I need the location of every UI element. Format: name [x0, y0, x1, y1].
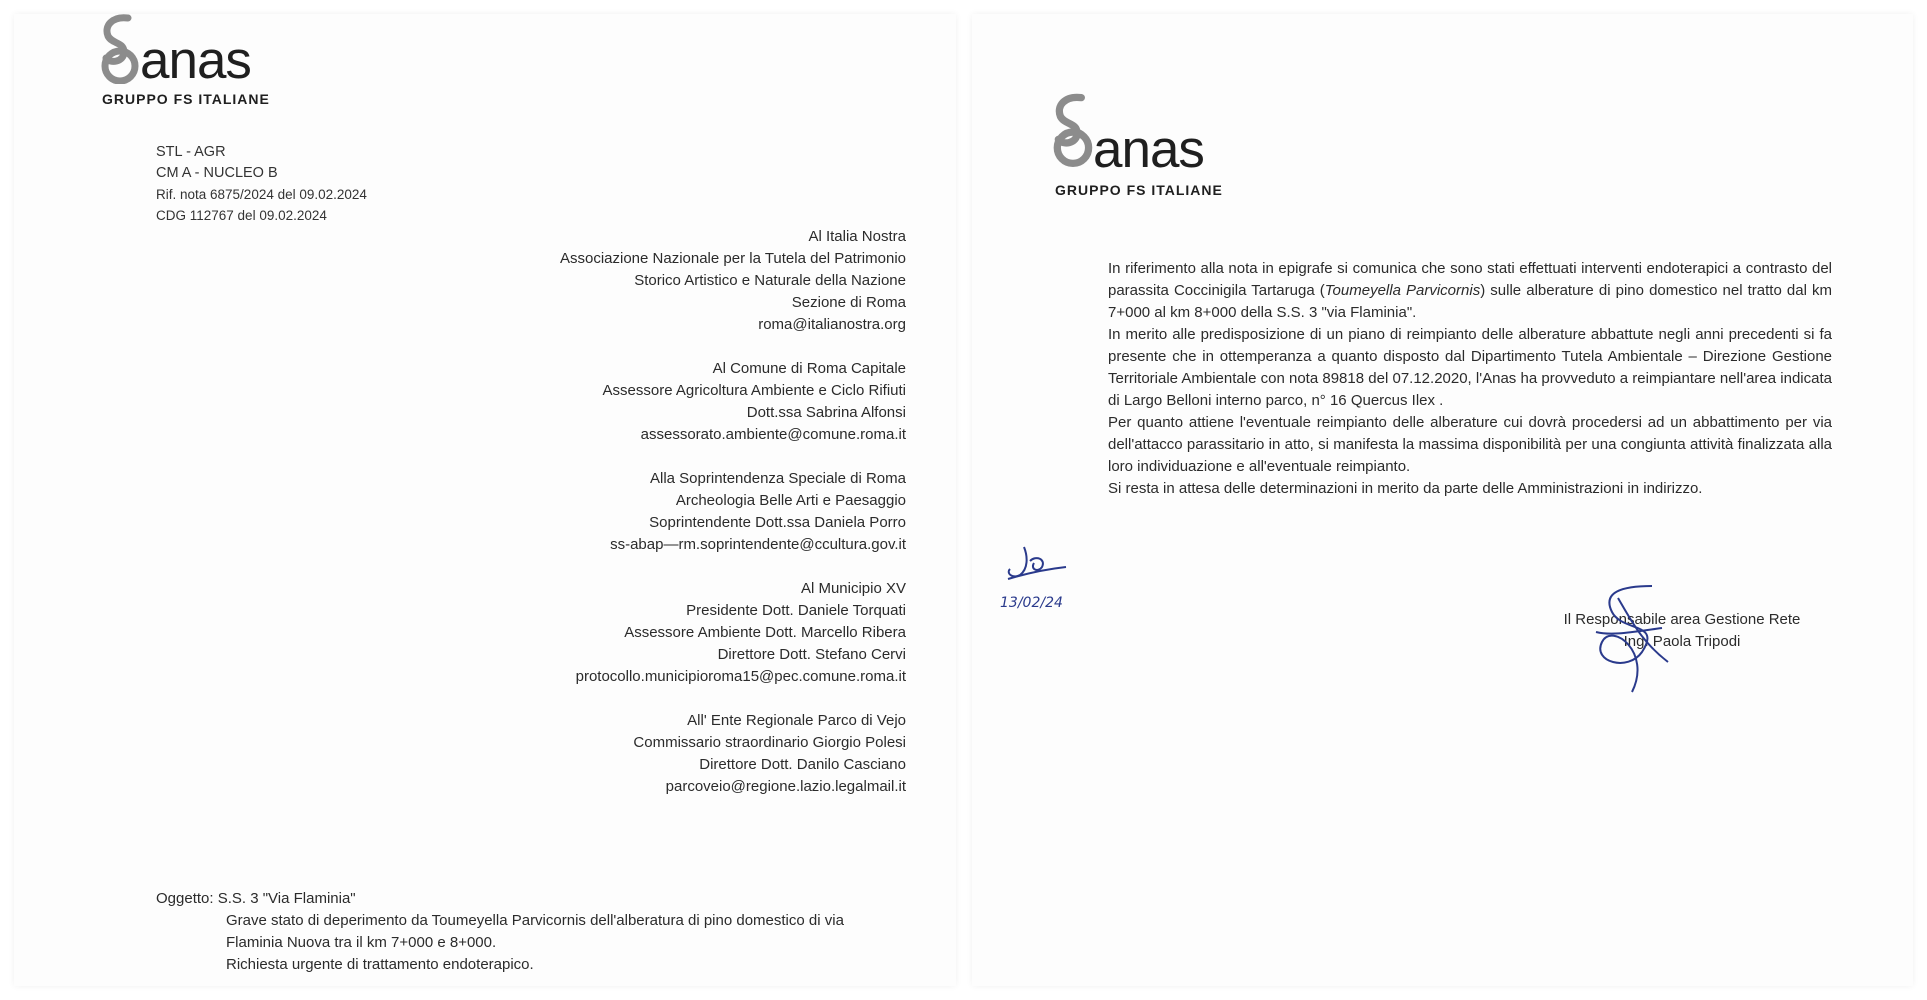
reference-line: STL - AGR — [156, 144, 226, 160]
recipient-line: Storico Artistico e Naturale della Nazione — [634, 272, 906, 289]
recipient-line: Soprintendente Dott.ssa Daniela Porro — [649, 514, 906, 531]
letter-subject — [156, 888, 896, 976]
logo-brand: anas — [1093, 120, 1204, 179]
recipient-line: Associazione Nazionale per la Tutela del Patrimonio — [559, 250, 906, 267]
recipient-italia-nostra — [346, 226, 906, 336]
handwritten-date: 13/02/24 — [1000, 595, 1063, 611]
recipient-line: Archeologia Belle Arti e Paesaggio — [675, 492, 906, 509]
recipient-parco-vejo — [346, 710, 906, 798]
recipients-list — [346, 226, 906, 820]
reference-line: CDG 112767 del 09.02.2024 — [156, 208, 327, 223]
letter-paragraph: Per quanto attiene l'eventuale reimpianto delle alberature cui dovrà procedersi ad un abbattimento per via dell'attacco parassitario in atto, si manifesta la massima disponibilità per una congiunta attività finalizzata alla loro individuazione e all'eventuale reimpianto. — [1108, 414, 1832, 475]
letter-page-right — [972, 14, 1913, 986]
logo-group: GRUPPO FS ITALIANE — [1055, 182, 1223, 198]
recipient-line: Al Municipio XV — [800, 580, 906, 597]
letter-page-left — [14, 14, 956, 986]
recipient-line: Alla Soprintendenza Speciale di Roma — [650, 470, 906, 487]
subject-line: Grave stato di deperimento da Toumeyella Parvicornis dell'alberatura di pino domestico di via Flaminia Nuova tra il km 7+000 e 8+000. — [226, 912, 844, 951]
recipient-line: Assessore Agricoltura Ambiente e Ciclo Rifiuti — [602, 382, 906, 399]
anas-logo — [98, 14, 298, 110]
letter-paragraph: Si resta in attesa delle determinazioni in merito da parte delle Amministrazioni in indirizzo. — [1108, 480, 1703, 497]
recipient-comune-roma — [346, 358, 906, 446]
recipient-line: Direttore Dott. Danilo Casciano — [699, 756, 906, 773]
recipient-line: All' Ente Regionale Parco di Vejo — [687, 712, 906, 729]
reference-line: Rif. nota 6875/2024 del 09.02.2024 — [156, 187, 367, 202]
reference-line: CM A - NUCLEO B — [156, 165, 278, 181]
signatory-name: Ing. Paola Tripodi — [1623, 633, 1741, 650]
handwritten-signature — [1582, 582, 1682, 702]
recipient-soprintendenza — [346, 468, 906, 556]
subject-heading: Oggetto: S.S. 3 "Via Flaminia" — [156, 890, 356, 907]
letter-body — [1108, 258, 1832, 500]
logo-brand: anas — [140, 31, 251, 90]
letter-paragraph: In riferimento alla nota in epigrafe si comunica che sono stati effettuati interventi endoterapici a contrasto del parassita Coccinigila Tartaruga (Toumeyella Parvicornis) sulle alberature di pino domestico nel tratto dal km 7+000 al km 8+000 della S.S. 3 "via Flaminia". — [1108, 260, 1832, 321]
recipient-line: Al Italia Nostra — [808, 228, 906, 245]
handwritten-initials — [994, 539, 1084, 619]
recipient-municipio-xv — [346, 578, 906, 688]
protocol-references — [156, 142, 367, 226]
anas-swirl-icon — [98, 14, 144, 84]
recipient-line: Sezione di Roma — [791, 294, 906, 311]
letter-paragraph: In merito alle predisposizione di un piano di reimpianto delle alberature abbattute negli anni precedenti si fa presente che in ottemperanza a quanto disposto dal Dipartimento Tutela Ambientale – Direzione Gestione Territoriale Ambientale con nota 89818 del 07.12.2020, l'Anas ha provveduto a reimpiantare nell'area indicata di Largo Belloni interno parco, n° 16 Quercus Ilex . — [1108, 326, 1832, 409]
recipient-email: assessorato.ambiente@comune.roma.it — [640, 426, 906, 443]
signature-block — [1502, 609, 1862, 653]
recipient-line: Al Comune di Roma Capitale — [712, 360, 906, 377]
subject-line: Richiesta urgente di trattamento endoterapico. — [226, 956, 534, 973]
recipient-line: Commissario straordinario Giorgio Polesi — [633, 734, 906, 751]
anas-swirl-icon — [1050, 90, 1098, 170]
recipient-line: Presidente Dott. Daniele Torquati — [686, 602, 906, 619]
recipient-email: ss-abap—rm.soprintendente@ccultura.gov.it — [610, 536, 906, 553]
recipient-email: protocollo.municipioroma15@pec.comune.roma.it — [575, 668, 906, 685]
recipient-email: roma@italianostra.org — [758, 316, 906, 333]
signatory-role: Il Responsabile area Gestione Rete — [1563, 611, 1801, 628]
recipient-line: Direttore Dott. Stefano Cervi — [717, 646, 906, 663]
anas-logo — [1050, 90, 1250, 200]
recipient-email: parcoveio@regione.lazio.legalmail.it — [665, 778, 906, 795]
recipient-line: Assessore Ambiente Dott. Marcello Ribera — [624, 624, 906, 641]
species-name: Toumeyella Parvicornis — [1324, 282, 1481, 299]
logo-group: GRUPPO FS ITALIANE — [102, 91, 270, 107]
recipient-line: Dott.ssa Sabrina Alfonsi — [746, 404, 906, 421]
